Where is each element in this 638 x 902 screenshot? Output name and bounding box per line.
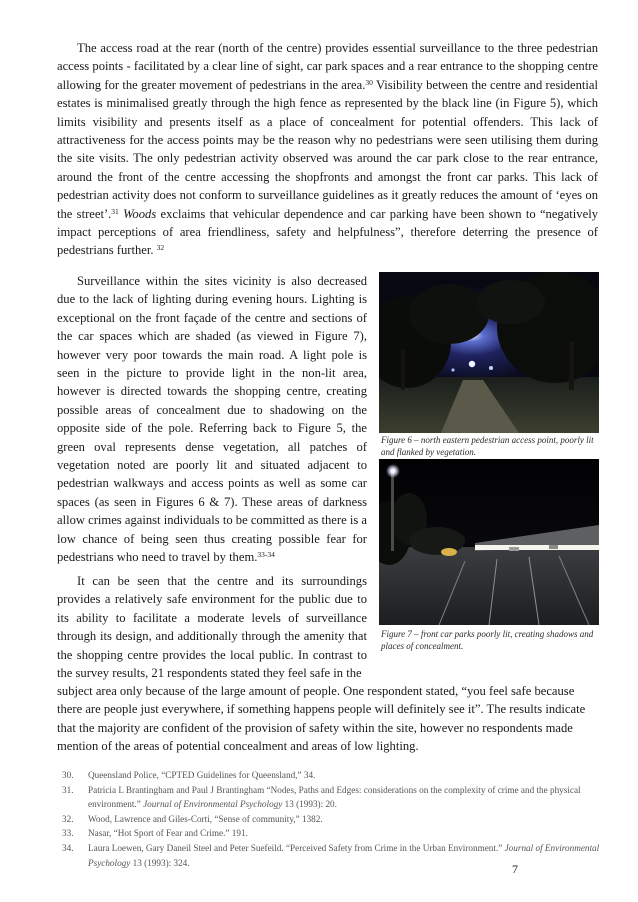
- footnote-text: Wood, Lawrence and Giles-Corti, “Sense of community,” 1382.: [88, 813, 323, 824]
- footnote-text: 13 (1993): 20.: [282, 799, 337, 810]
- page-number: 7: [512, 862, 518, 876]
- figure-7-caption: Figure 7 – front car parks poorly lit, creating shadows and places of concealment.: [381, 629, 594, 651]
- body-paragraph-3-part-2: subject area only because of the large amount of people. One respondent stated, “you feel safe because there are people just everywhere, if something happens people will definitely see it”. The results indicate that the majority are confident of the provision of safety within the site, however no respondents made mention of the areas of potential concealment and areas of low lighting.: [57, 684, 586, 754]
- body-paragraph-2: [57, 272, 367, 567]
- footnote-number: 31.: [62, 784, 74, 795]
- footnote-number: 33.: [62, 828, 74, 839]
- footnote-text: Nasar, “Hot Sport of Fear and Crime.” 191.: [88, 828, 248, 839]
- paragraph-text: Visibility between the centre and residential estates is minimalised greatly through the high fence as represented by the black line (in Figure 5), which limits visibility and presents itself as a place of concealment for potential offenders. This lack of attractiveness for the access points may be the reason why no pedestrians were seen utilising them during the site visits. The only pedestrian activity observed was around the car park close to the rear entrance, around the front of the centre accessing the shopfronts and amongst the front car parks. This lack of pedestrian activity does not conform to surveillance guidelines as it greatly reduces the amount of ‘eyes on the street’.: [57, 77, 598, 221]
- footnote-text: 13 (1993): 324.: [130, 857, 190, 868]
- footnotes-list: [62, 768, 602, 870]
- footnote-text: Laura Loewen, Gary Daneil Steel and Peter Suefeild. “Perceived Safety from Crime in the Urban Environment.”: [88, 842, 505, 853]
- footnote-30: [62, 768, 602, 783]
- footnote-34: [62, 841, 602, 870]
- footnote-ref-32[interactable]: 32: [156, 243, 165, 253]
- footnote-number: 30.: [62, 770, 74, 780]
- footnote-text: Patricia L Brantingham and Paul J Brantingham “Nodes, Paths and Edges: considerations on the complexity of crime and the physical environment.”: [88, 784, 581, 810]
- footnote-ref-33-34[interactable]: 33-34: [257, 550, 275, 560]
- footnote-32: [62, 812, 602, 827]
- figure-7-photo: [379, 459, 599, 625]
- footnote-ref-30[interactable]: 30: [365, 77, 373, 87]
- footnote-text: Queensland Police, “CPTED Guidelines for Queensland,” 34.: [88, 770, 316, 780]
- figure-6-caption: Figure 6 – north eastern pedestrian access point, poorly lit and flanked by vegetation.: [381, 435, 594, 457]
- body-paragraph-1: [57, 39, 598, 260]
- paragraph-text: exclaims that vehicular dependence and car parking have been shown to “negatively impact perceptions of area friendliness, safety and helpfulness”, therefore deterring the presence of pedestrians further.: [57, 206, 598, 258]
- figure-6-photo: [379, 272, 599, 433]
- footnote-31: [62, 783, 602, 812]
- author-name: Woods: [123, 206, 157, 221]
- paragraph-text: Surveillance within the sites vicinity is also decreased due to the lack of lighting during evening hours. Lighting is exceptional on the front façade of the centre and sections of the car spaces which are shaded (as viewed in Figure 7), however very poor towards the main road. A light pole is seen in the picture to provide light in the non-lit area, however is directed towards the shopping centre, creating possible areas of concealment due to shadowing on the opposite side of the pole. Referring back to Figure 5, the green oval represents dense vegetation, all patches of vegetation noted are poorly lit and situated adjacent to pedestrian walkways and access points as well as some car spaces (as seen in Figures 6 & 7). These areas of darkness allow crimes against individuals to be committed as there is a low chance of being seen thus creating possible fear for pedestrians who need to travel by them.: [57, 274, 367, 565]
- footnote-number: 34.: [62, 842, 74, 853]
- paragraph-text: The access road at the rear (north of the centre) provides essential surveillance to the three pedestrian access points - facilitated by a clear line of sight, car park spaces and a rear entrance to the shopping centre allowing for the greater movement of pedestrians in the area.: [57, 41, 598, 92]
- journal-title: Journal of Environmental Psychology: [143, 799, 283, 810]
- footnote-ref-31[interactable]: 31: [111, 206, 119, 216]
- footnote-number: 32.: [62, 813, 74, 824]
- body-paragraph-3-part-1: It can be seen that the centre and its surroundings provides a relatively safe environment for the public due to its ability to facilitate a moderate levels of surveillance through its design, and additionally through the amenity that the shopping centre provides the local public. In contrast to the survey results, 21 respondents stated they feel safe in the: [57, 574, 367, 681]
- footnote-33: [62, 826, 602, 841]
- journal-title: Journal of Environmental Psychology: [88, 842, 600, 868]
